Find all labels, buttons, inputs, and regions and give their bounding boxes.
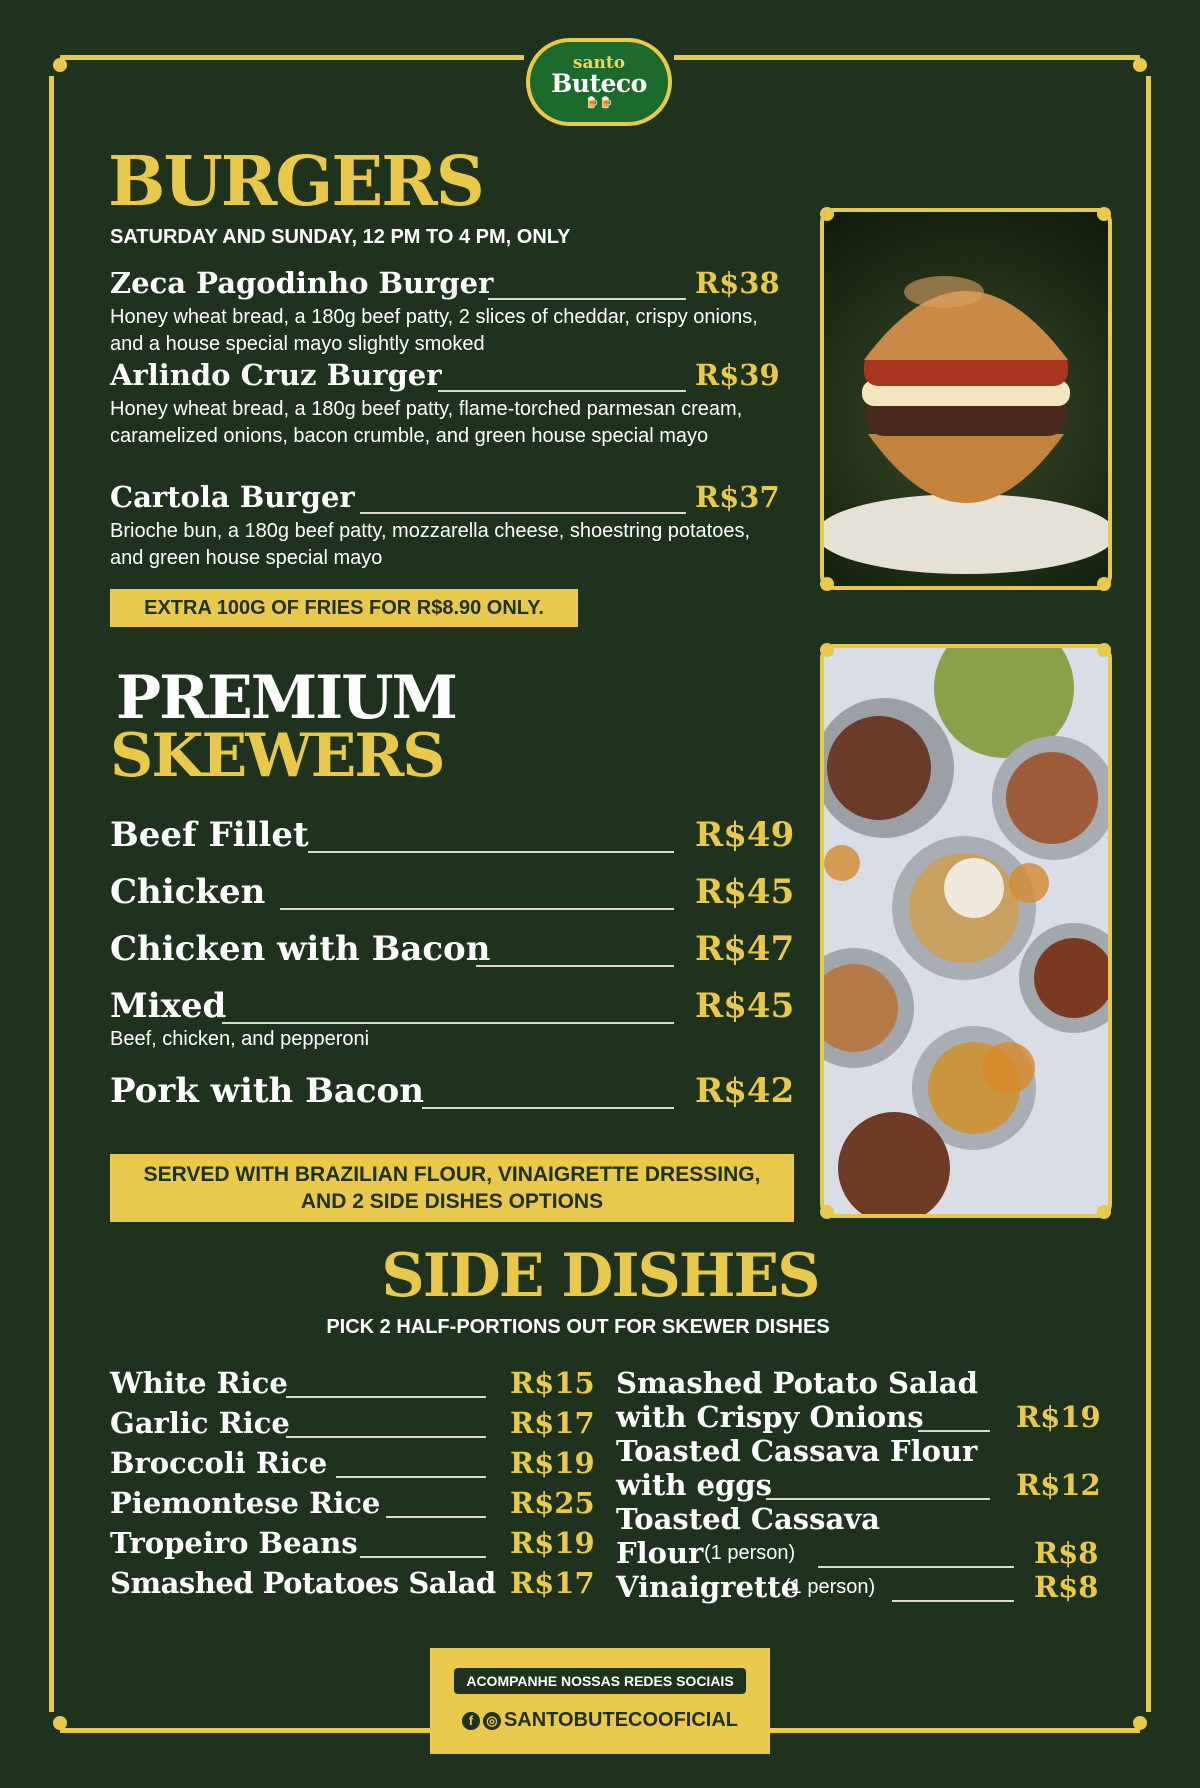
- skewer-item-name: Chicken with Bacon: [110, 929, 491, 969]
- frame-corner-dot: [53, 1716, 67, 1730]
- burger-item-description: Honey wheat bread, a 180g beef patty, 2 slices of cheddar, crispy onions, and a house special mayo slightly smoked: [110, 306, 758, 355]
- side-dish-price: R$17: [510, 1566, 595, 1600]
- side-dish-name: Vinaigrette: [616, 1570, 800, 1604]
- skewers-illustration: [824, 648, 1108, 1214]
- price-leader-line: [818, 1566, 1014, 1568]
- side-dish-price: R$19: [510, 1446, 595, 1480]
- burger-item-price: R$37: [695, 480, 780, 514]
- photo-corner-dot: [820, 1205, 834, 1219]
- skewer-item-price: R$47: [695, 929, 795, 969]
- side-dish-name: Toasted Cassava Flour: [616, 1434, 978, 1468]
- side-dish-name: Smashed Potato Salad: [616, 1366, 978, 1400]
- side-dish-name: with eggs: [616, 1468, 772, 1502]
- side-dish-price: R$8: [1034, 1536, 1099, 1570]
- photo-corner-dot: [820, 643, 834, 657]
- skewers-served-with-banner: [110, 1154, 794, 1222]
- side-dish-name: White Rice: [110, 1366, 288, 1400]
- served-with-line2: AND 2 SIDE DISHES OPTIONS: [300, 1190, 604, 1213]
- photo-corner-dot: [1097, 1205, 1111, 1219]
- side-dish-name: with Crispy Onions: [616, 1400, 924, 1434]
- price-leader-line: [308, 851, 674, 853]
- burger-item-name: Arlindo Cruz Burger: [110, 358, 442, 392]
- burger-illustration: [824, 212, 1108, 586]
- photo-corner-dot: [1097, 577, 1111, 591]
- price-leader-line: [222, 1022, 674, 1024]
- price-leader-line: [766, 1498, 990, 1500]
- price-leader-line: [386, 1516, 486, 1518]
- skewers-photo: [820, 644, 1112, 1218]
- burger-item-price: R$39: [695, 358, 780, 392]
- burger-item-description: Brioche bun, a 180g beef patty, mozzarella cheese, shoestring potatoes, and green house special mayo: [110, 520, 751, 569]
- social-handle-row[interactable]: [430, 1706, 770, 1734]
- skewer-item-name: Chicken: [110, 872, 266, 912]
- side-dish-price: R$12: [1016, 1468, 1101, 1502]
- price-leader-line: [918, 1430, 990, 1432]
- social-media-box: [430, 1648, 770, 1754]
- side-dish-price: R$19: [1016, 1400, 1101, 1434]
- frame-left-line: [49, 76, 54, 1712]
- skewer-item-name: Beef Fillet: [110, 815, 309, 855]
- side-dish-name: Broccoli Rice: [110, 1446, 328, 1480]
- price-leader-line: [286, 1436, 486, 1438]
- logo-top-text: santo: [572, 53, 626, 73]
- skewer-item-price: R$42: [695, 1071, 795, 1111]
- logo-main-text: Buteco: [551, 69, 647, 98]
- side-dish-name: Garlic Rice: [110, 1406, 290, 1440]
- facebook-icon[interactable]: f: [462, 1712, 480, 1730]
- side-dishes-title: SIDE DISHES: [381, 1241, 819, 1311]
- price-leader-line: [280, 908, 674, 910]
- side-dish-price: R$8: [1034, 1570, 1099, 1604]
- price-leader-line: [488, 298, 686, 300]
- photo-corner-dot: [1097, 207, 1111, 221]
- skewer-item-name: Pork with Bacon: [110, 1071, 424, 1111]
- skewer-item-price: R$45: [695, 872, 795, 912]
- follow-social-label: ACOMPANHE NOSSAS REDES SOCIAIS: [454, 1668, 746, 1694]
- photo-corner-dot: [820, 577, 834, 591]
- burger-item-name: Cartola Burger: [110, 480, 355, 514]
- price-leader-line: [360, 512, 686, 514]
- skewers-title-line2: SKEWERS: [110, 721, 444, 791]
- price-leader-line: [286, 1396, 486, 1398]
- price-leader-line: [422, 1107, 674, 1109]
- side-dishes-subtitle: PICK 2 HALF-PORTIONS OUT FOR SKEWER DISHES: [326, 1316, 830, 1338]
- side-dish-portion-note: (1 person): [704, 1542, 796, 1564]
- price-leader-line: [892, 1600, 1014, 1602]
- frame-corner-dot: [1133, 1716, 1147, 1730]
- logo-badge: [526, 38, 672, 126]
- side-dish-name: Tropeiro Beans: [110, 1526, 358, 1560]
- price-leader-line: [438, 390, 686, 392]
- social-handle[interactable]: SANTOBUTECOOFICIAL: [503, 1709, 739, 1731]
- burger-item-name: Zeca Pagodinho Burger: [110, 266, 494, 300]
- burger-item-price: R$38: [695, 266, 780, 300]
- beer-mugs-icon: 🍺🍺: [585, 97, 613, 109]
- side-dish-portion-note: (1 person): [784, 1576, 876, 1598]
- burgers-schedule: SATURDAY AND SUNDAY, 12 PM TO 4 PM, ONLY: [110, 226, 571, 248]
- photo-corner-dot: [1097, 643, 1111, 657]
- extra-fries-banner: EXTRA 100G OF FRIES FOR R$8.90 ONLY.: [110, 589, 578, 627]
- brand-logo: [524, 36, 674, 128]
- skewer-item-name: Mixed: [110, 986, 227, 1026]
- price-leader-line: [336, 1476, 486, 1478]
- side-dish-price: R$19: [510, 1526, 595, 1560]
- side-dish-price: R$25: [510, 1486, 595, 1520]
- served-with-line1: SERVED WITH BRAZILIAN FLOUR, VINAIGRETTE DRESSING,: [143, 1163, 761, 1186]
- frame-corner-dot: [53, 58, 67, 72]
- side-dish-name: Toasted Cassava: [616, 1502, 880, 1536]
- frame-corner-dot: [1133, 58, 1147, 72]
- burger-item-description: Honey wheat bread, a 180g beef patty, flame-torched parmesan cream, caramelized onions, bacon crumble, and green house special mayo: [110, 398, 743, 447]
- photo-corner-dot: [820, 207, 834, 221]
- skewers-title-line1: PREMIUM: [116, 663, 456, 733]
- frame-right-line: [1146, 76, 1151, 1712]
- skewer-item-price: R$49: [695, 815, 795, 855]
- side-dish-name: Flour: [616, 1536, 704, 1570]
- skewer-item-price: R$45: [695, 986, 795, 1026]
- side-dish-name: Smashed Potatoes Salad: [110, 1566, 496, 1600]
- side-dish-price: R$15: [510, 1366, 595, 1400]
- burgers-title: BURGERS: [108, 142, 483, 222]
- instagram-icon[interactable]: ◎: [483, 1712, 501, 1730]
- burger-photo: [820, 208, 1112, 590]
- price-leader-line: [360, 1556, 486, 1558]
- skewer-item-description: Beef, chicken, and pepperoni: [110, 1028, 370, 1050]
- side-dish-name: Piemontese Rice: [110, 1486, 381, 1520]
- price-leader-line: [476, 965, 674, 967]
- side-dish-price: R$17: [510, 1406, 595, 1440]
